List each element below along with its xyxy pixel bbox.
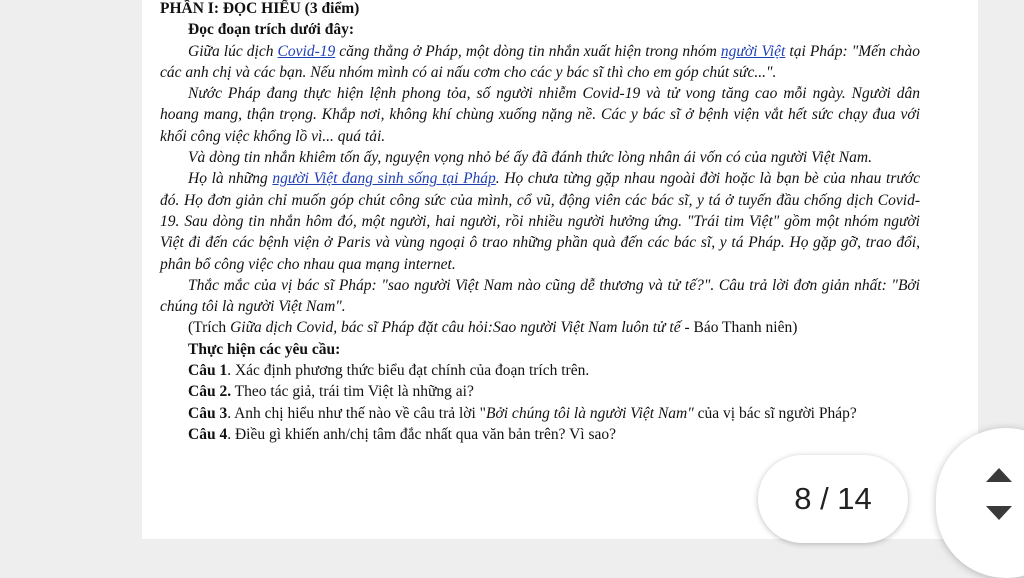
text-span: (Trích [188, 319, 231, 337]
source-citation [160, 317, 920, 338]
question-quote: Bởi chúng tôi là người Việt Nam" [486, 404, 694, 422]
read-instruction: Đọc đoạn trích dưới đây: [188, 21, 355, 39]
question-text: . Anh chị hiểu như thế nào về câu trả lời " [227, 404, 487, 422]
scroll-down-icon[interactable] [986, 506, 1012, 520]
text-span: tại Pháp: "Mến chào các anh chị và các bạn. Nếu nhóm mình có ai nấu cơm cho các y bác sĩ thì cho em góp chút sức...". [160, 42, 921, 81]
question-text: của vị bác sĩ người Pháp? [693, 404, 857, 422]
passage-paragraph-4 [160, 168, 920, 274]
question-text: . Xác định phương thức biểu đạt chính của đoạn trích trên. [227, 362, 590, 380]
question-3 [160, 403, 920, 424]
link-nguoi-viet[interactable]: người Việt [720, 42, 786, 60]
question-1 [160, 360, 920, 381]
passage-paragraph-5: Thắc mắc của vị bác sĩ Pháp: "sao người Việt Nam nào cũng dễ thương và tử tế?". Câu trả lời đơn giản nhất: "Bởi chúng tôi là người Việt Nam". [160, 276, 920, 316]
question-label: Câu 2. [188, 383, 232, 401]
task-heading: Thực hiện các yêu cầu: [188, 340, 341, 358]
section-title: PHẦN I: ĐỌC HIỂU (3 điểm) [160, 0, 360, 17]
question-4 [160, 424, 920, 445]
passage-paragraph-3: Và dòng tin nhắn khiêm tốn ấy, nguyện vọng nhỏ bé ấy đã đánh thức lòng nhân ái vốn có của người Việt Nam. [188, 149, 872, 167]
question-label: Câu 1 [188, 362, 228, 380]
question-2 [160, 381, 920, 402]
scroll-up-icon[interactable] [986, 468, 1012, 482]
text-span: - Báo Thanh niên) [680, 319, 798, 337]
link-covid-19[interactable]: Covid-19 [277, 42, 336, 60]
link-nguoi-viet-tai-phap[interactable]: người Việt đang sinh sống tại Pháp [272, 170, 496, 188]
question-label: Câu 4 [188, 425, 228, 443]
question-label: Câu 3 [188, 404, 228, 422]
question-text: Theo tác giả, trái tim Việt là những ai? [231, 383, 474, 401]
text-span: . Họ chưa từng gặp nhau ngoài đời hoặc là bạn bè của nhau trước đó. Họ đơn giản chỉ muốn góp chút công sức của mình, cổ vũ, động viên các bác sĩ, y tá ở tuyến đầu chống dịch Covid-19. Sau dòng tin nhắn hôm đó, một người, hai người, rồi nhiều người hưởng ứng. "Trái tim Việt" gồm một nhóm người Việt đi đến các bệnh viện ở Paris và vùng ngoại ô trao những phần quà đến các bác sĩ, y tá Pháp. Họ gặp gỡ, trao đổi, phân bổ công việc cho nhau qua mạng internet. [160, 170, 920, 273]
text-span: Họ là những [188, 170, 273, 188]
passage-paragraph-2: Nước Pháp đang thực hiện lệnh phong tỏa, số người nhiễm Covid-19 và tử vong tăng cao mỗi ngày. Người dân hoang mang, thận trọng. Khắp nơi, không khí chùng xuống nặng nề. Các y bác sĩ ở bệnh viện vắt hết sức chạy đua với khối công việc khổng lồ vì... quá tải. [160, 85, 920, 145]
text-span: căng thẳng ở Pháp, một dòng tin nhắn xuất hiện trong nhóm [335, 42, 721, 60]
passage-paragraph-1 [160, 41, 920, 84]
page-indicator: 8 / 14 [758, 455, 908, 543]
source-title: Giữa dịch Covid, bác sĩ Pháp đặt câu hỏi:Sao người Việt Nam luôn tử tế [230, 319, 681, 337]
document-content [160, 0, 920, 445]
text-span: Giữa lúc dịch [188, 42, 278, 60]
question-text: . Điều gì khiến anh/chị tâm đắc nhất qua văn bản trên? Vì sao? [227, 425, 617, 443]
